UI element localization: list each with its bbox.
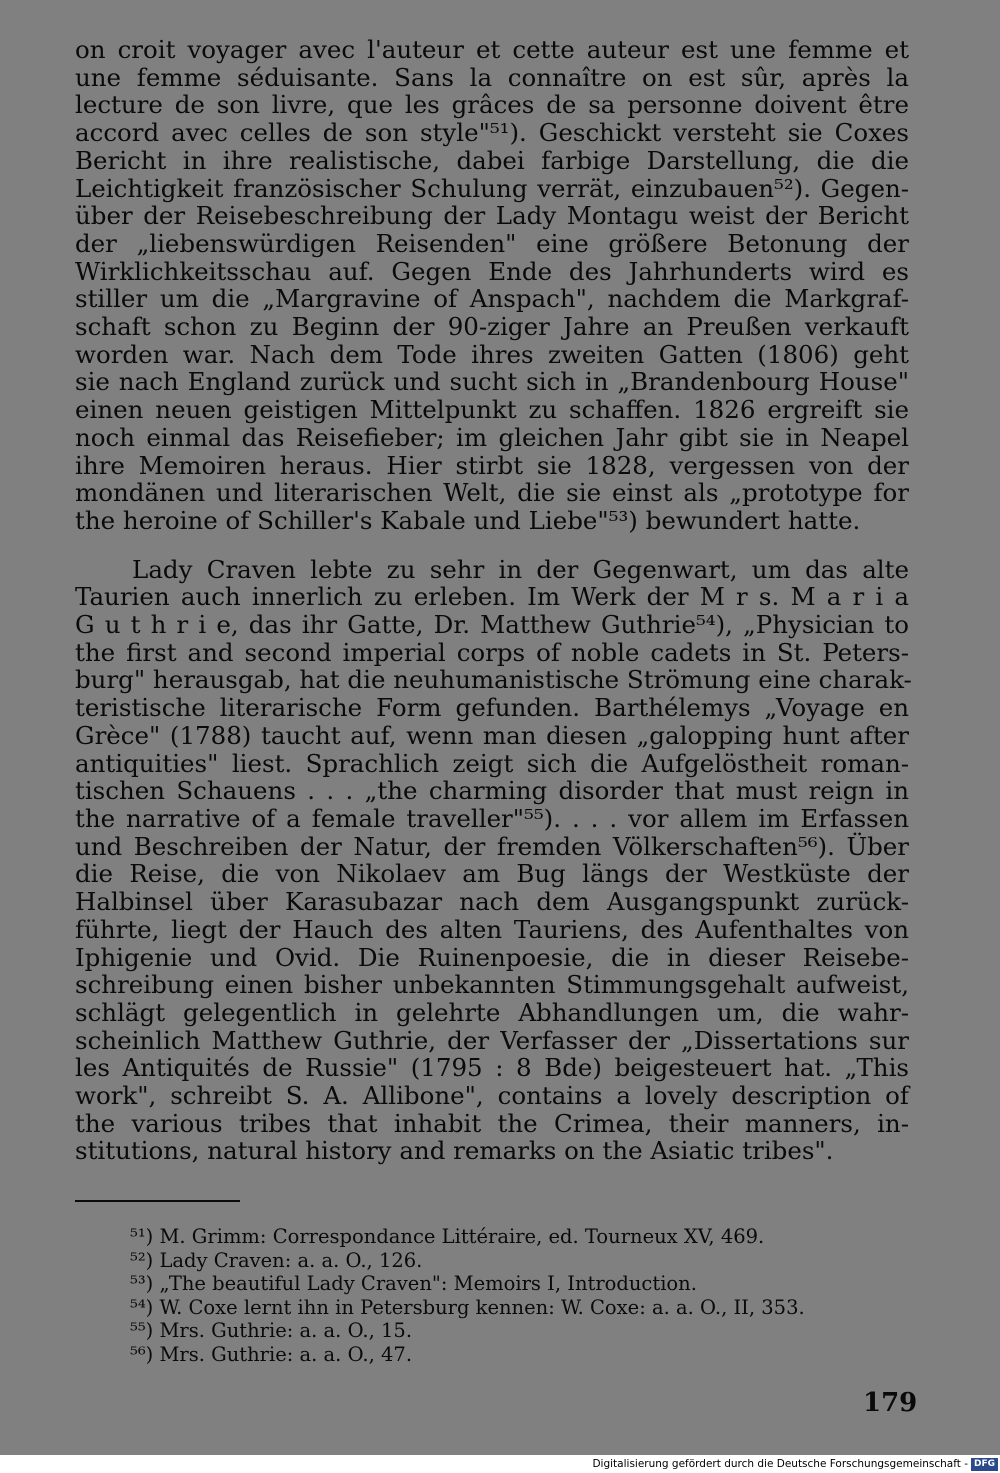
text-line: Lady Craven lebte zu sehr in der Gegenwart, um das alte	[75, 554, 909, 584]
text-line: Iphigenie und Ovid. Die Ruinenpoesie, die in dieser Reisebe-	[75, 942, 909, 972]
footnote: ⁵²) Lady Craven: a. a. O., 126.	[130, 1248, 423, 1272]
text-line: une femme séduisante. Sans la connaître on est sûr, après la	[75, 62, 909, 92]
text-line: the first and second imperial corps of noble cadets in St. Peters-	[75, 637, 909, 667]
footnotes	[130, 1225, 910, 1367]
text-line: über der Reisebeschreibung der Lady Montagu weist der Bericht	[75, 201, 909, 231]
text-line: work", schreibt S. A. Allibone", contains a lovely description of	[75, 1081, 909, 1111]
text-line: Wirklichkeitsschau auf. Gegen Ende des Jahrhunderts wird es	[75, 256, 909, 286]
text-line: schlägt gelegentlich in gelehrte Abhandlungen um, die wahr-	[75, 997, 909, 1027]
text-line: lecture de son livre, que les grâces de sa personne doivent être	[75, 90, 909, 120]
footnote: ⁵⁶) Mrs. Guthrie: a. a. O., 47.	[130, 1342, 413, 1366]
text-line: on croit voyager avec l'auteur et cette auteur est une femme et	[75, 35, 909, 64]
text-line: G u t h r i e, das ihr Gatte, Dr. Matthew Guthrie⁵⁴), „Physician to	[75, 610, 909, 640]
footnote-separator	[75, 1200, 240, 1202]
text-line: the narrative of a female traveller"⁵⁵). . . . vor allem im Erfassen	[75, 803, 909, 833]
text-line: the various tribes that inhabit the Crimea, their manners, in-	[75, 1108, 909, 1138]
text-line: einen neuen geistigen Mittelpunkt zu schaffen. 1826 ergreift sie	[75, 395, 909, 425]
footnote: ⁵³) „The beautiful Lady Craven": Memoirs I, Introduction.	[130, 1272, 697, 1296]
footnote: ⁵⁴) W. Coxe lernt ihn in Petersburg kennen: W. Coxe: a. a. O., II, 353.	[130, 1295, 805, 1319]
text-line: antiquities" liest. Sprachlich zeigt sich die Aufgelöstheit roman-	[75, 748, 909, 778]
text-line: stitutions, natural history and remarks on the Asiatic tribes".	[75, 1136, 834, 1166]
text-line: scheinlich Matthew Guthrie, der Verfasser der „Dissertations sur	[75, 1025, 909, 1055]
text-line: der „liebenswürdigen Reisenden" eine größere Betonung der	[75, 228, 909, 258]
footnote: ⁵¹) M. Grimm: Correspondance Littéraire, ed. Tourneux XV, 469.	[130, 1225, 765, 1248]
text-line: Grèce" (1788) taucht auf, wenn man diesen „galopping hunt after	[75, 720, 909, 750]
text-line: Halbinsel über Karasubazar nach dem Ausgangspunkt zurück-	[75, 887, 909, 917]
dfg-logo: DFG	[971, 1458, 998, 1471]
text-line: Taurien auch innerlich zu erleben. Im Werk der M r s. M a r i a	[75, 582, 909, 612]
text-line: schaft schon zu Beginn der 90-ziger Jahre an Preußen verkauft	[75, 312, 909, 342]
text-line: die Reise, die von Nikolaev am Bug längs der Westküste der	[75, 859, 909, 889]
text-line: stiller um die „Margravine of Anspach", nachdem die Markgraf-	[75, 284, 909, 314]
page-number: 179	[863, 1388, 918, 1418]
text-line: burg" herausgab, hat die neuhumanistische Strömung eine charak-	[75, 665, 912, 695]
text-line: accord avec celles de son style"⁵¹). Geschickt versteht sie Coxes	[75, 118, 909, 148]
text-line: les Antiquités de Russie" (1795 : 8 Bde) beigesteuert hat. „This	[75, 1053, 909, 1083]
credit-text: Digitalisierung gefördert durch die Deutsche Forschungsgemeinschaft -	[592, 1458, 968, 1470]
digitization-credit	[592, 1456, 998, 1472]
text-line: noch einmal das Reisefieber; im gleichen Jahr gibt sie in Neapel	[75, 422, 909, 452]
text-line: schreibung einen bisher unbekannten Stimmungsgehalt aufweist,	[75, 970, 909, 1000]
text-line: the heroine of Schiller's Kabale und Liebe"⁵³) bewundert hatte.	[75, 505, 861, 535]
text-line: ihre Memoiren heraus. Hier stirbt sie 1828, vergessen von der	[75, 450, 909, 480]
text-line: Leichtigkeit französischer Schulung verrät, einzubauen⁵²). Gegen-	[75, 173, 909, 203]
text-line: worden war. Nach dem Tode ihres zweiten Gatten (1806) geht	[75, 339, 909, 369]
footnote: ⁵⁵) Mrs. Guthrie: a. a. O., 15.	[130, 1319, 413, 1343]
text-line: und Beschreiben der Natur, der fremden Völkerschaften⁵⁶). Über	[75, 831, 909, 861]
text-line: teristische literarische Form gefunden. Barthélemys „Voyage en	[75, 693, 909, 723]
text-line: führte, liegt der Hauch des alten Tauriens, des Aufenthaltes von	[75, 914, 909, 944]
body-text	[75, 35, 912, 1166]
text-line: mondänen und literarischen Welt, die sie einst als „prototype for	[75, 478, 909, 508]
text-line: tischen Schauens . . . „the charming disorder that must reign in	[75, 776, 909, 806]
text-line: Bericht in ihre realistische, dabei farbige Darstellung, die die	[75, 145, 909, 175]
text-line: sie nach England zurück und sucht sich in „Brandenbourg House"	[75, 367, 909, 397]
